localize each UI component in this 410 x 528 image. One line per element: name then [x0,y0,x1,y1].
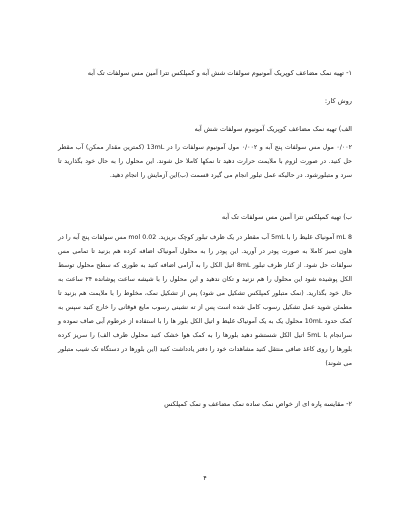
section-1-title: ۱- تهیه نمک مضاعف کوپریک آمونیوم سولفات شش آبه و کمپلکس تترا آمین مس سولفات تک آبه [87,69,352,77]
part-a-body: ۰/۰۰۲ مول مس سولفات پنج آبه و ۰/۰۰۲ مول آمونیوم سولفات را در 13mL (کمترین مقدار ممکن) آب مقطر حل کنید. در صورت لزوم با ملایمت حرارت دهید تا نمکها کاملا حل شوند. این محلول را به حال خود بگذارید تا سرد و متبلورشود. در حالیکه عمل تبلور انجام می گیرد قسمت (ب)این آزمایش را انجام دهید. [58,144,352,179]
part-b-title: ب) تهیه کمپلکس تترا آمین مس سولفات تک آبه [221,213,352,221]
part-a-title: الف) تهیه نمک مضاعف کوپریک آمونیوم سولفات شش آبه [194,125,352,133]
part-b-body: 8 mL آمونیاک غلیظ را با 5mL آب مقطر در یک ظرف تبلور کوچک بریزید. 0.02 mol مس سولفات پنج آبه را در هاون تمیز کاملا به صورت پودر در آورید. این پودر را به محلول آمونیاک اضافه کرده هم بزنید تا تمامی مس سولفات حل شود. از کنار ظرف تبلور 8mL اتیل الکل را به آرامی اضافه کنید به طوری که سطح محلول توسط الکل پوشیده شود این محلول را هم نزنید و تکان ندهید و این محلول را با شیشه ساعت پوشانده ۲۴ ساعت به حال خود بگذارید. (نمک متبلور کمپلکس تشکیل می شود) پس از تشکیل نمک، مخلوط را با ملایمت هم بزنید تا مطمئن شوید عمل تشکیل رسوب کامل شده است پس از ته نشینی رسوب مایع فوقانی را خارج کنید سپس به کمک حدود 10mL محلول یک به یک آمونیاک غلیظ و اتیل الکل بلور ها را با استفاده از خرطوم آبی صاف نموده و سرانجام با 5mL اتیل الکل شستشو دهید بلورها را به کمک هوا خشک کنید محلول ظرف الف) را سریز کرده بلورها را روی کاغذ صافی منتقل کنید مشاهدات خود را دفتر یادداشت کنید (این بلورها در دستگاه تک شیب متبلور می شوند) [58,234,352,367]
method-label: روش کار: [324,97,352,105]
page-number: ۴ [203,474,207,482]
section-2-title: ۲- مقایسه پاره ای از خواص نمک ساده نمک مضاعف و نمک کمپلکس [164,400,352,408]
